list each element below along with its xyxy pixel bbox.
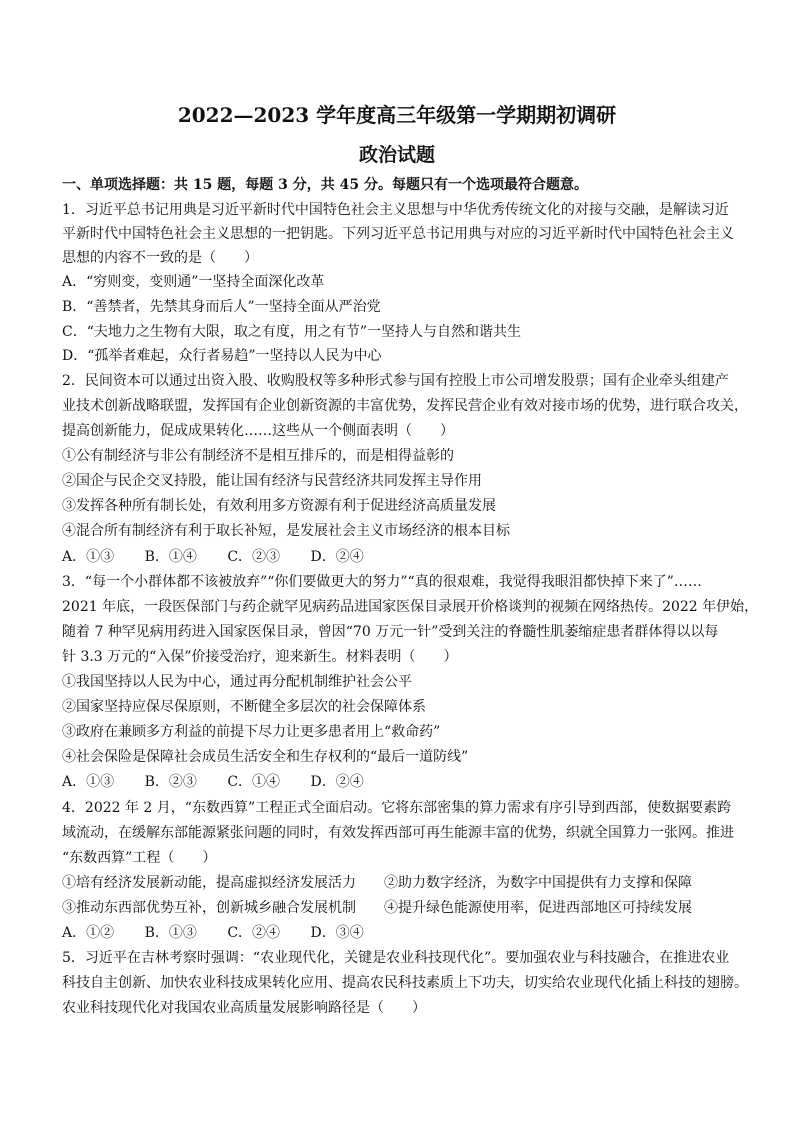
q2-choices: [62, 548, 390, 566]
q2-choice-d: D．②④: [310, 549, 364, 565]
q4-choices: [62, 924, 390, 942]
q2-choice-b: B．①④: [144, 549, 197, 565]
exam-subtitle: 政治试题: [358, 144, 435, 166]
q1-stem-line2: 平新时代中国特色社会主义思想的一把钥匙。下列习近平总书记用典与对应的习近平新时代中国特色社会主义: [62, 226, 734, 242]
q4-stem-line1: 4．2022 年 2 月，“东数西算”工程正式全面启动。它将东部密集的算力需求有序引导到西部，使数据要素跨: [62, 800, 732, 816]
q2-statement-2: ②国企与民企交叉持股，能让国有经济与民营经济共同发挥主导作用: [62, 473, 482, 489]
q4-statement-1: ①培有经济发展新动能，提高虚拟经济发展活力: [62, 875, 356, 891]
exam-title: 2022—2023 学年度高三年级第一学期期初调研: [177, 103, 617, 127]
q1-option-d: D．“孤举者难起，众行者易趋”一坚持以人民为中心: [62, 348, 382, 364]
q1-option-a: A．“穷则变，变则通”一坚持全面深化改革: [62, 274, 325, 290]
q2-statement-1: ①公有制经济与非公有制经济不是相互排斥的，而是相得益彰的: [62, 448, 454, 464]
q4-choice-c: C．②④: [227, 925, 281, 941]
q2-choice-c: C．②③: [227, 549, 281, 565]
q5-stem-line1: 5．习近平在吉林考察时强调：“农业现代化，关键是农业科技现代化”。要加强农业与科技融合，在推进农业: [62, 950, 730, 966]
q4-stem-line2: 域流动，在缓解东部能源紧张问题的同时，有效发挥西部可再生能源丰富的优势，织就全国算力一张网。推进: [62, 825, 734, 841]
q3-stem-line4: 针 3.3 万元的“入保”价接受治疗，迎来新生。材料表明（ ）: [62, 649, 458, 665]
q3-statement-1: ①我国坚持以人民为中心，通过再分配机制维护社会公平: [62, 674, 412, 690]
q2-statement-3: ③发挥各种所有制长处，有效利用多方资源有利于促进经济高质量发展: [62, 498, 496, 514]
section-heading: 一、单项选择题：共 15 题，每题 3 分，共 45 分。每题只有一个选项最符合题意。: [62, 177, 588, 193]
q3-choice-d: D．②④: [310, 774, 364, 790]
q4-statement-3: ③推动东西部优势互补，创新城乡融合发展机制: [62, 900, 356, 916]
q3-statement-2: ②国家坚持应保尽保原则，不断健全多层次的社会保障体系: [62, 699, 426, 715]
q4-choice-d: D．③④: [310, 925, 364, 941]
q4-statement-2: ②助力数字经济，为数字中国提供有力支撑和保障: [384, 875, 692, 891]
q3-stem-line2: 2021 年底，一段医保部门与药企就罕见病药品进国家医保目录展开价格谈判的视频在网络热传。2022 年伊始，: [62, 599, 759, 615]
q4-statement-4: ④提升绿色能源使用率，促进西部地区可持续发展: [384, 900, 692, 916]
q3-statement-3: ③政府在兼顾多方利益的前提下尽力让更多患者用上“救命药”: [62, 724, 441, 740]
q3-stem-line3: 随着 7 种罕见病用药进入国家医保目录，曾因“70 万元一针”受到关注的脊髓性肌萎缩症患者群体得以以每: [62, 624, 719, 640]
q1-option-c: C．“夫地力之生物有大限，取之有度，用之有节”一坚持人与自然和谐共生: [62, 324, 522, 340]
q3-choices: [62, 773, 390, 791]
q2-stem-line1: 2．民间资本可以通过出资入股、收购股权等多种形式参与国有控股上市公司增发股票；国有企业牵头组建产: [62, 373, 729, 389]
q2-stem-line3: 提高创新能力，促成成果转化……这些从一个侧面表明（ ）: [62, 423, 454, 439]
q3-statement-4: ④社会保险是保障社会成员生活安全和生存权利的“最后一道防线”: [62, 749, 469, 765]
q1-stem-line3: 思想的内容不一致的是（ ）: [62, 250, 258, 266]
q1-stem-line1: 1．习近平总书记用典是习近平新时代中国特色社会主义思想与中华优秀传统文化的对接与交融，是解读习近: [62, 202, 729, 218]
q4-choice-b: B．①③: [144, 925, 197, 941]
q1-option-b: B．“善禁者，先禁其身而后人”一坚持全面从严治党: [62, 299, 381, 315]
q5-stem-line2: 科技自主创新、加快农业科技成果转化应用、提高农民科技素质上下功夫，切实给农业现代化插上科技的翅膀。: [62, 975, 748, 991]
q3-choice-b: B．②③: [144, 774, 197, 790]
q4-choice-a: A．①②: [62, 925, 115, 941]
q5-stem-line3: 农业科技现代化对我国农业高质量发展影响路径是（ ）: [62, 1000, 426, 1016]
q3-choice-a: A．①③: [62, 774, 115, 790]
q2-choice-a: A．①③: [62, 549, 115, 565]
q3-stem-line1: 3．“每一个小群体都不该被放弃”“你们要做更大的努力”“真的很艰难，我觉得我眼泪都快掉下来了”……: [62, 574, 702, 590]
q4-stem-line3: “东数西算”工程（ ）: [62, 850, 217, 866]
q2-statement-4: ④混合所有制经济有利于取长补短，是发展社会主义市场经济的根本目标: [62, 523, 510, 539]
q2-stem-line2: 业技术创新战略联盟，发挥国有企业创新资源的丰富优势，发挥民营企业有效对接市场的优势，进行联合攻关，: [62, 398, 748, 414]
q3-choice-c: C．①④: [227, 774, 281, 790]
